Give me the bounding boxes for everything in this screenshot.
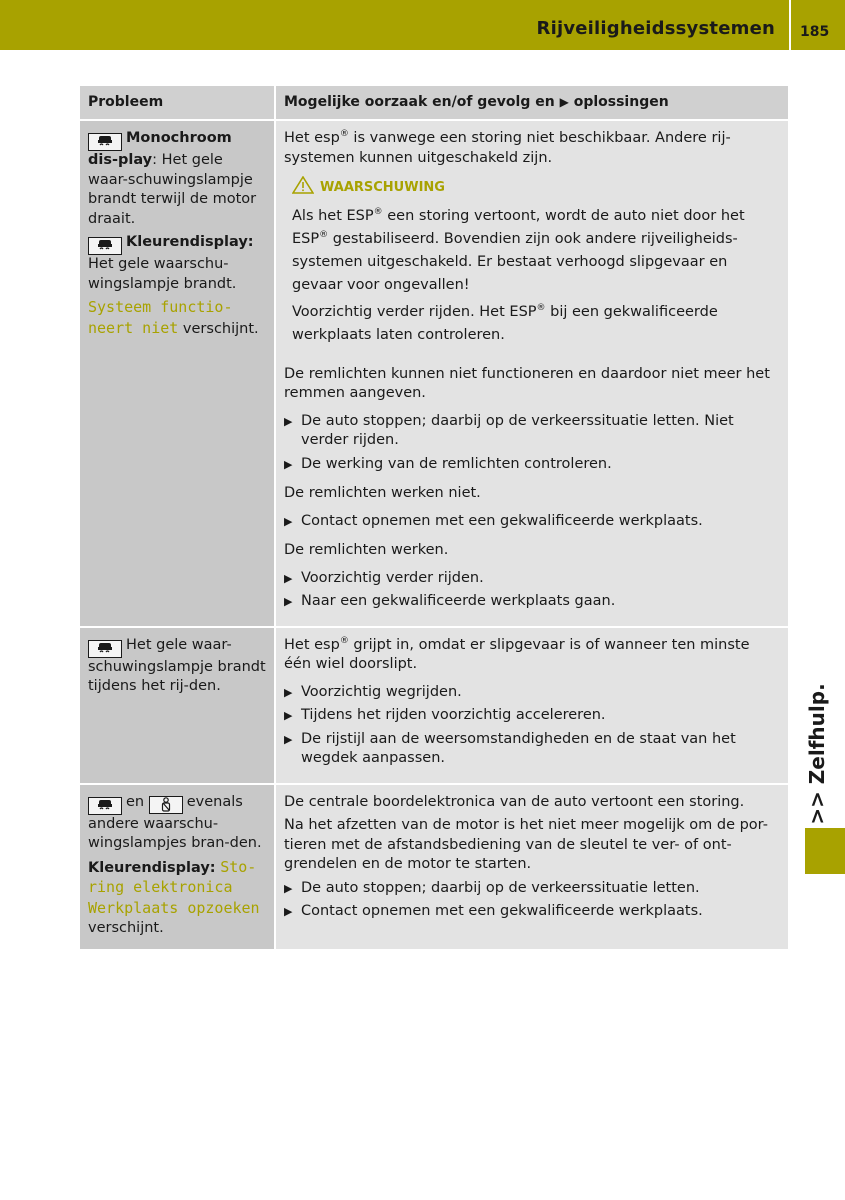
solution-cell <box>275 627 788 784</box>
problem-text: Het gele waar-schuwingslampje brandt tijdens het rij-den. <box>88 636 266 694</box>
warning-heading <box>292 176 780 201</box>
table-header-row <box>80 86 788 120</box>
text-part: Als het ESP <box>292 207 374 224</box>
action-bullet: ▶ Voorzichtig verder rijden. <box>284 569 780 589</box>
problem-color <box>88 233 266 294</box>
color-label: Kleurendisplay: <box>88 859 216 876</box>
table-row <box>80 627 788 784</box>
problem-display-msg <box>88 298 266 339</box>
section-tab <box>805 828 845 874</box>
page-title: Rijveiligheidssystemen <box>536 18 775 39</box>
display-message: Sto-ring elektronica Werkplaats opzoeken <box>88 857 260 917</box>
section-side-label <box>794 683 840 825</box>
mono-text: : Het gele waar-schuwingslampje brandt terwijl de motor draait. <box>88 152 257 227</box>
bullet-arrow-icon: ▶ <box>559 95 569 110</box>
header-solution-text-2: oplossingen <box>573 94 669 111</box>
reg-mark: ® <box>536 302 546 313</box>
problem-icons <box>88 793 266 854</box>
color-label: Kleurendisplay: <box>126 234 254 250</box>
reg-mark: ® <box>339 129 349 140</box>
text-part: is vanwege een storing niet beschikbaar. Andere rij-systemen kunnen uitgeschakeld zijn. <box>284 130 731 166</box>
color-text: Het gele waarschu-wingslampje brandt. <box>88 256 237 292</box>
action-bullet: ▶ Contact opnemen met een gekwalificeerde werkplaats. <box>284 512 780 532</box>
problem-cell <box>80 627 275 784</box>
solution-text: De remlichten kunnen niet functioneren en daardoor niet meer het remmen aangeven. <box>284 365 770 401</box>
action-bullet: ▶ Contact opnemen met een gekwalificeerde werkplaats. <box>284 902 780 922</box>
reg-mark: ® <box>339 635 349 646</box>
action-bullet: ▶ De auto stoppen; daarbij op de verkeerssituatie letten. <box>284 879 780 899</box>
action-bullet: ▶ De rijstijl aan de weersomstandigheden en de staat van het wegdek aanpassen. <box>284 730 780 769</box>
problem-mono <box>88 129 266 229</box>
table-row <box>80 120 788 627</box>
text-part: Het esp <box>284 636 340 653</box>
action-bullet: ▶ Voorzichtig wegrijden. <box>284 683 780 703</box>
table-row <box>80 784 788 949</box>
problem-cell <box>80 120 275 627</box>
warning-text <box>292 205 780 297</box>
header-solution-text: Mogelijke oorzaak en/of gevolg en <box>284 94 555 111</box>
text-part: Voorzichtig verder rijden. Het ESP <box>292 303 537 320</box>
fault-table <box>80 86 788 949</box>
mono-label: Monochroom dis-play <box>88 130 232 168</box>
esp-warning-icon <box>88 640 122 658</box>
warning-body <box>292 205 780 347</box>
solution-text: Na het afzetten van de motor is het niet meer mogelijk om de por-tieren met de afstandsbediening van de sleutel te ver- of ont-grendelen en de motor te starten. <box>284 817 768 872</box>
problem-color <box>88 858 266 939</box>
reg-mark: ® <box>373 206 383 217</box>
solution-text: De remlichten werken niet. <box>284 485 481 501</box>
text-part: bij een gekwalificeerde werkplaats laten controleren. <box>292 303 718 343</box>
esp-warning-icon <box>88 797 122 815</box>
seatbelt-person-icon <box>149 796 183 814</box>
header-solution <box>275 86 788 120</box>
text-part: Het esp <box>284 130 340 146</box>
action-bullet: ▶ De auto stoppen; daarbij op de verkeerssituatie letten. Niet verder rijden. <box>284 412 780 451</box>
text-part: gestabiliseerd. Bovendien zijn ook andere rijveiligheids-systemen uitgeschakeld. Er bestaat verhoogd slipgevaar en gevaar voor ongevallen! <box>292 230 738 293</box>
section-side-label-text: >> Zelfhulp. <box>805 683 829 825</box>
display-message: Systeem functio-neert niet <box>88 298 233 337</box>
reg-mark: ® <box>319 229 329 240</box>
warning-title: WAARSCHUWING <box>320 180 445 195</box>
solution-cell <box>275 784 788 949</box>
problem-text: evenals andere waarschu-wingslampjes bran-den. <box>88 793 262 851</box>
solution-text: De remlichten werken. <box>284 542 449 558</box>
text-part: grijpt in, omdat er slipgevaar is of wanneer ten minste één wiel doorslipt. <box>284 636 750 672</box>
display-suffix: verschijnt. <box>178 320 259 337</box>
page-number: 185 <box>800 24 830 40</box>
and-text: en <box>126 793 145 810</box>
header-divider <box>789 0 791 50</box>
esp-warning-icon <box>88 237 122 255</box>
problem-cell <box>80 784 275 949</box>
text-part: een storing vertoont, wordt de auto niet door het ESP <box>292 207 745 247</box>
action-bullet: ▶ Naar een gekwalificeerde werkplaats gaan. <box>284 592 780 612</box>
display-suffix: verschijnt. <box>88 920 164 936</box>
warning-triangle-icon <box>292 176 314 201</box>
action-bullet: ▶ De werking van de remlichten controleren. <box>284 455 780 475</box>
warning-text <box>292 301 780 347</box>
solution-cell <box>275 120 788 627</box>
solution-text <box>284 129 780 168</box>
solution-text <box>284 636 780 675</box>
esp-warning-icon <box>88 133 122 151</box>
header-problem: Probleem <box>80 86 275 120</box>
spacer <box>284 351 780 365</box>
action-bullet: ▶ Tijdens het rijden voorzichtig accelereren. <box>284 706 780 726</box>
solution-text: De centrale boordelektronica van de auto vertoont een storing. <box>284 793 745 810</box>
